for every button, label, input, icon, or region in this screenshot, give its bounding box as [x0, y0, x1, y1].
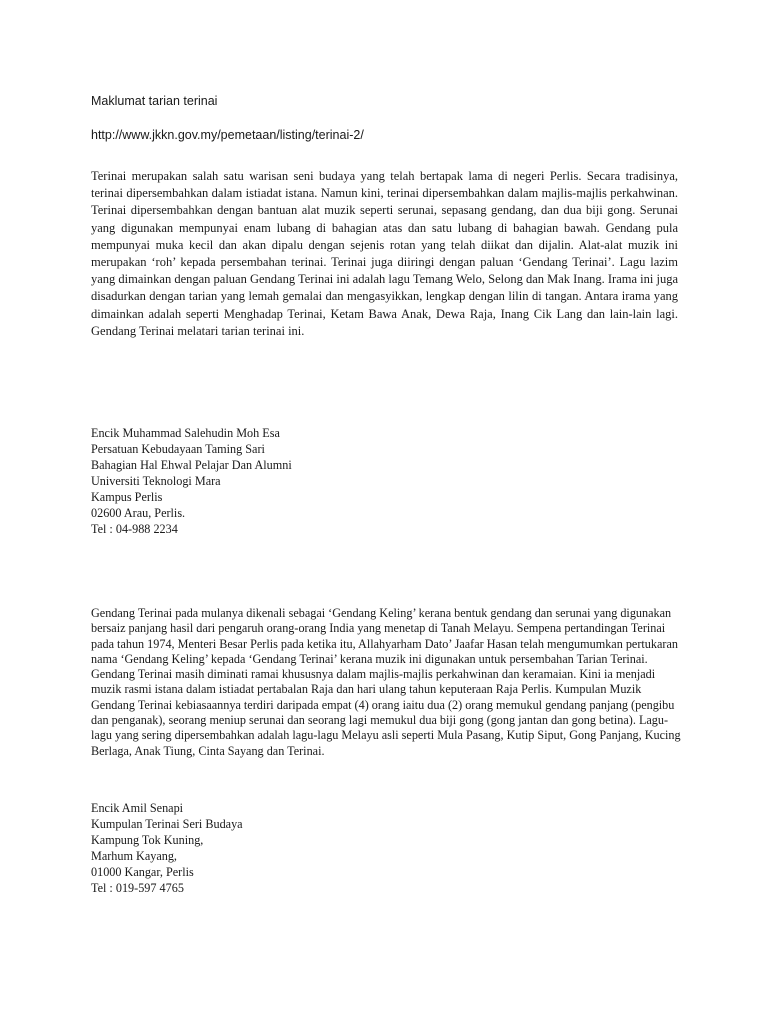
contact-line: Kumpulan Terinai Seri Budaya: [91, 817, 243, 831]
paragraph-gendang-terinai: Gendang Terinai pada mulanya dikenali sebagai ‘Gendang Keling’ kerana bentuk gendang dan serunai yang digunakan bersaiz panjang hasil dari pengaruh orang-orang India yang menetap di Tanah Melayu. Sempena pertandingan Terinai pada tahun 1974, Menteri Besar Perlis pada ketika itu, Allahyarham Dato’ Jaafar Hasan telah mengumumkan pertukaran nama ‘Gendang Keling’ kepada ‘Gendang Terinai’ kerana muzik ini digunakan untuk persembahan Tarian Terinai. Gendang Terinai masih diminati ramai khususnya dalam majlis-majlis perkahwinan dan keramaian. Kini ia menjadi muzik rasmi istana dalam istiadat pertabalan Raja dan hari ulang tahun keputeraan Raja Perlis. Kumpulan Muzik Gendang Terinai kebiasaannya terdiri daripada empat (4) orang iaitu dua (2) orang memukul gendang panjang (pengibu dan penganak), seorang meniup serunai dan seorang lagi memukul dua biji gong (gong jantan dan gong betina). Lagu-lagu yang sering dipersembahkan adalah lagu-lagu Melayu asli seperti Mula Pasang, Kutip Siput, Gong Panjang, Kucing Berlaga, Anak Tiung, Cinta Sayang dan Terinai.: [91, 606, 681, 758]
contact-line: Kampung Tok Kuning,: [91, 833, 204, 847]
contact-line: Kampus Perlis: [91, 490, 163, 504]
contact-block-1: [91, 425, 292, 537]
contact-line: Tel : 04-988 2234: [91, 522, 178, 536]
contact-line: Encik Amil Senapi: [91, 801, 184, 815]
paragraph-terinai-intro: Terinai merupakan salah satu warisan seni budaya yang telah bertapak lama di negeri Perlis. Secara tradisinya, terinai dipersembahkan dalam istiadat istana. Namun kini, terinai dipersembahkan dalam majlis-majlis perkahwinan. Terinai dipersembahkan dengan bantuan alat muzik seperti serunai, sepasang gendang, dan dua biji gong. Serunai yang digunakan mempunyai enam lubang di bahagian atas dan satu lubang di bahagian bawah. Gendang pula mempunyai muka kecil dan akan dipalu dengan sejenis rotan yang telah diikat dan dijalin. Alat-alat muzik ini merupakan ‘roh’ kepada persembahan terinai. Terinai juga diiringi dengan paluan ‘Gendang Terinai’. Lagu lazim yang dimainkan dengan paluan Gendang Terinai ini adalah lagu Temang Welo, Selong dan Mak Inang. Irama ini juga disadurkan dengan tarian yang lemah gemalai dan mengasyikkan, lengkap dengan lilin di tangan. Antara irama yang dimainkan adalah seperti Menghadap Terinai, Ketam Bawa Anak, Dewa Raja, Inang Cik Lang dan lain-lain lagi. Gendang Terinai melatari tarian terinai ini.: [91, 169, 679, 338]
contact-line: Tel : 019-597 4765: [91, 881, 184, 895]
contact-line: Persatuan Kebudayaan Taming Sari: [91, 442, 265, 456]
contact-line: Encik Muhammad Salehudin Moh Esa: [91, 426, 280, 440]
contact-line: Bahagian Hal Ehwal Pelajar Dan Alumni: [91, 458, 292, 472]
source-url: http://www.jkkn.gov.my/pemetaan/listing/terinai-2/: [91, 128, 364, 142]
contact-block-2: [91, 800, 243, 896]
contact-line: Universiti Teknologi Mara: [91, 474, 221, 488]
contact-line: 01000 Kangar, Perlis: [91, 865, 194, 879]
contact-line: 02600 Arau, Perlis.: [91, 506, 186, 520]
document-heading: Maklumat tarian terinai: [91, 94, 218, 108]
contact-line: Marhum Kayang,: [91, 849, 177, 863]
